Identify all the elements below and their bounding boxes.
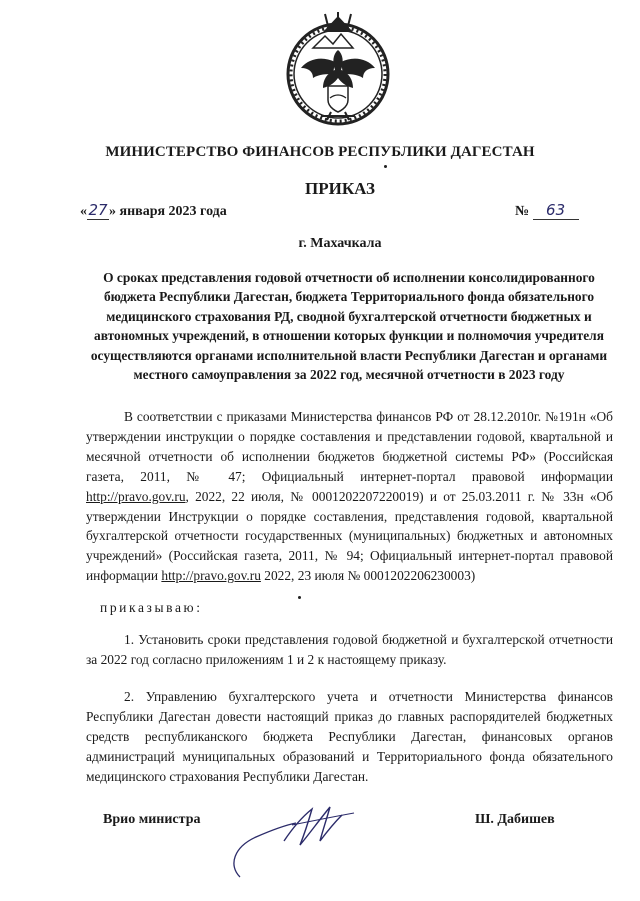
coat-of-arms-emblem xyxy=(283,12,393,130)
handwritten-signature xyxy=(222,795,372,885)
order-number xyxy=(515,201,579,220)
document-type-title: ПРИКАЗ xyxy=(305,179,375,198)
pravo-link-1[interactable]: http://pravo.gov.ru xyxy=(86,488,186,504)
pravo-link-2[interactable]: http://pravo.gov.ru xyxy=(161,568,261,584)
date-open-quote: « xyxy=(80,204,87,219)
number-value-handwritten: 63 xyxy=(533,201,579,220)
order-word: приказываю: xyxy=(100,600,203,615)
preamble-text-1: В соответствии с приказами Министерства финансов РФ от 28.12.2010г. №191н «Об утверждении инструкции о порядке составления и представлении годовой, квартальной и месячной отчетности об исполнении бюджетов бюджетной системы РФ» (Российская газета, 2011, № 47; Официальный интернет-портал правовой информации xyxy=(86,409,613,484)
city: г. Махачкала xyxy=(298,236,382,251)
preamble-text-3: 2022, 23 июля № 0001202206230003) xyxy=(260,568,476,584)
ministry-name: МИНИСТЕРСТВО ФИНАНСОВ РЕСПУБЛИКИ ДАГЕСТАН xyxy=(105,144,535,160)
date-day-handwritten: 27 xyxy=(88,201,108,219)
speck-mark xyxy=(384,165,387,168)
date-month-year: » января 2023 года xyxy=(109,204,227,219)
order-date xyxy=(80,201,227,220)
number-label: № xyxy=(515,204,530,219)
order-item-2: 2. Управлению бухгалтерского учета и отчетности Министерства финансов Республики Дагестан довести настоящий приказ до главных распорядителей бюджетных средств республиканского бюджета Республики Дагестан, финансовых органов администраций муниципальных образований и Территориального фонда обязательного медицинского страхования Республики Дагестан. xyxy=(86,689,613,784)
signer-name: Ш. Дабишев xyxy=(475,812,555,827)
order-item-1: 1. Установить сроки представления годовой бюджетной и бухгалтерской отчетности за 2022 год согласно приложениям 1 и 2 к настоящему приказу. xyxy=(86,632,613,667)
order-subject: О сроках представления годовой отчетности об исполнении консолидированного бюджета Республики Дагестан, бюджета Территориального фонда обязательного медицинского страхования РД, сводной бухгалтерской отчетности бюджетных и автономных учреждений, в отношении которых функции и полномочия учредителя осуществляются органами исполнительной власти Республики Дагестан и органами местного самоуправления за 2022 год, месячной отчетности в 2023 году xyxy=(90,270,608,383)
speck-mark xyxy=(298,596,301,599)
preamble-text-2: , 2022, 22 июля, № 0001202207220019) и от 25.03.2011 г. № 33н «Об утверждении Инструкции о порядке составления, представления годовой, квартальной бухгалтерской отчетности государственных (муниципальных) бюджетных и автономных учреждений» (Российская газета, 2011, № 94; Официальный интернет-портал правовой информации xyxy=(86,488,613,584)
preamble-paragraph xyxy=(86,407,613,586)
signer-position: Врио министра xyxy=(103,812,201,827)
